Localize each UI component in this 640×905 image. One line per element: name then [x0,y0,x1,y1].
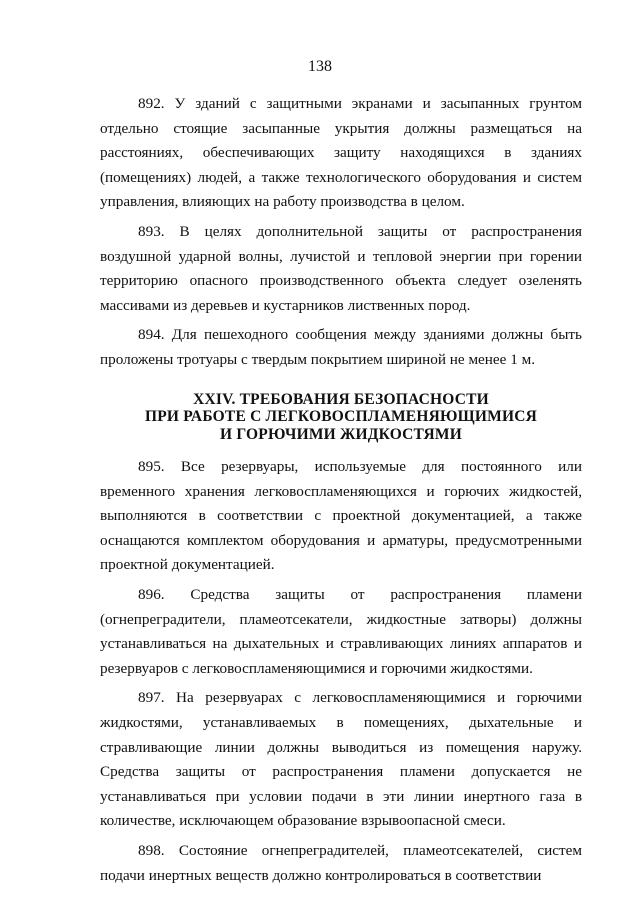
paragraph-897: 897. На резервуарах с легковоспламеняющимися и горючими жидкостями, устанавливаемых в помещениях, дыхательные и стравливающие линии должны выводиться из помещения наружу. Средства защиты от распространения пламени допускается не устанавливаться при условии подачи в эти линии инертного газа в количестве, исключающем образование взрывоопасной смеси. [100,689,582,830]
page-number: 138 [308,58,332,75]
paragraph-896: 896. Средства защиты от распространения пламени (огнепреградители, пламеотсекатели, жидкостные затворы) должны устанавливаться на дыхательных и стравливающих линиях аппаратов и резервуаров с легковоспламеняющимися и горючими жидкостями. [100,586,582,677]
paragraph-892: 892. У зданий с защитными экранами и засыпанных грунтом отдельно стоящие засыпанные укрытия должны размещаться на расстояниях, обеспечивающих защиту находящихся в зданиях (помещениях) людей, а также технологического оборудования и систем управления, влияющих на работу производства в целом. [100,95,582,211]
section-heading-line-1: XXIV. ТРЕБОВАНИЯ БЕЗОПАСНОСТИ [193,390,489,408]
section-heading [100,391,582,444]
section-heading-line-2: ПРИ РАБОТЕ С ЛЕГКОВОСПЛАМЕНЯЮЩИМИСЯ [144,408,537,426]
paragraph-894: 894. Для пешеходного сообщения между зданиями должны быть проложены тротуары с твердым покрытием шириной не менее 1 м. [100,326,582,368]
paragraph-893: 893. В целях дополнительной защиты от распространения воздушной ударной волны, лучистой и тепловой энергии при горении территорию опасного производственного объекта следует озеленять массивами из деревьев и кустарников лиственных пород. [100,222,582,314]
paragraph-898: 898. Состояние огнепреградителей, пламеотсекателей, систем подачи инертных веществ должно контролироваться в соответствии [100,841,582,884]
document-body [100,92,582,893]
paragraph-895: 895. Все резервуары, используемые для постоянного или временного хранения легковоспламеняющихся и горючих жидкостей, выполняются в соответствии с проектной документацией, а также оснащаются комплектом оборудования и арматуры, предусмотренными проектной документацией. [100,458,582,574]
section-heading-line-3: И ГОРЮЧИМИ ЖИДКОСТЯМИ [220,425,462,443]
